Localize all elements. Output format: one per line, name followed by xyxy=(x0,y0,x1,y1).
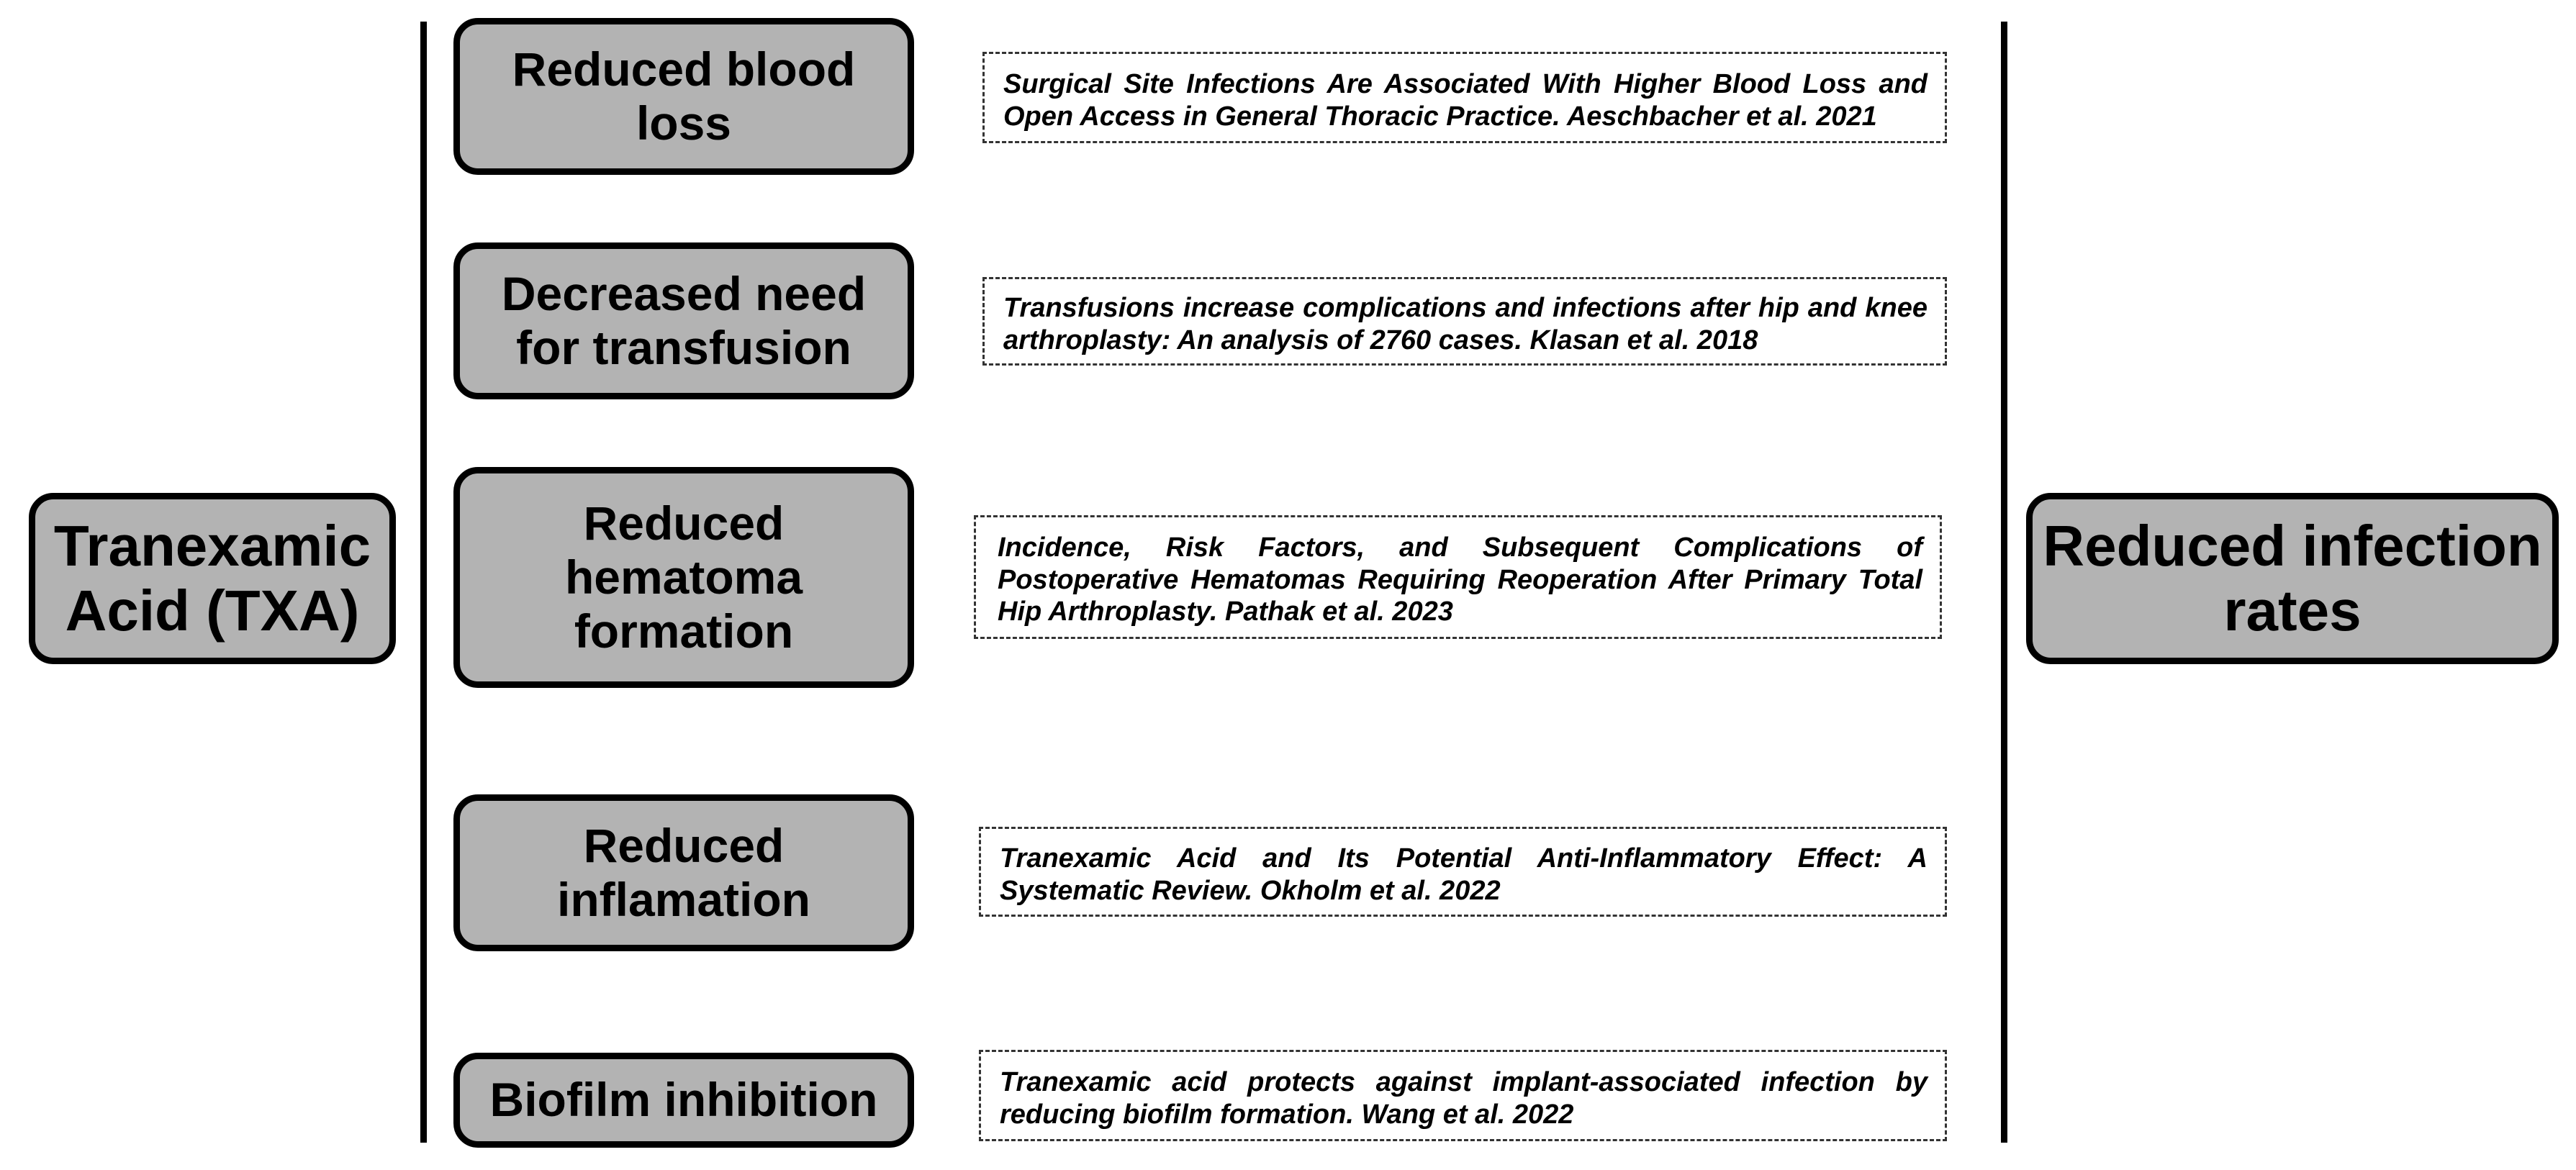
reference-box xyxy=(979,1050,1947,1141)
mechanism-box-biofilm: Biofilm inhibition xyxy=(453,1053,914,1148)
reference-text: Tranexamic acid protects against implant-associated infection by reducing biofilm formation. Wang et al. 2022 xyxy=(1000,1067,1928,1130)
mechanism-box-blood-loss: Reduced blood loss xyxy=(453,18,914,175)
right-bracket-line xyxy=(2001,22,2007,1143)
mechanism-box-hematoma: Reduced hematoma formation xyxy=(453,467,914,688)
outcome-node: Reduced infection rates xyxy=(2026,493,2559,664)
mechanism-box-transfusion: Decreased need for transfusion xyxy=(453,242,914,399)
reference-text: Transfusions increase complications and infections after hip and knee arthroplasty: An analysis of 2760 cases. Klasan et al. 2018 xyxy=(1003,293,1928,355)
reference-box xyxy=(974,515,1942,639)
reference-text: Tranexamic Acid and Its Potential Anti-Inflammatory Effect: A Systematic Review. Okholm et al. 2022 xyxy=(1000,843,1928,906)
reference-box xyxy=(982,277,1947,366)
left-bracket-line xyxy=(420,22,427,1143)
reference-box xyxy=(982,52,1947,143)
reference-box xyxy=(979,827,1947,917)
reference-text: Incidence, Risk Factors, and Subsequent Complications of Postoperative Hematomas Requiring Reoperation After Primary Total Hip Arthroplasty. Pathak et al. 2023 xyxy=(998,532,1922,627)
mechanism-box-inflammation: Reduced inflamation xyxy=(453,794,914,951)
reference-text: Surgical Site Infections Are Associated With Higher Blood Loss and Open Access in General Thoracic Practice. Aeschbacher et al. 2021 xyxy=(1003,69,1928,132)
txa-node: Tranexamic Acid (TXA) xyxy=(29,493,396,664)
